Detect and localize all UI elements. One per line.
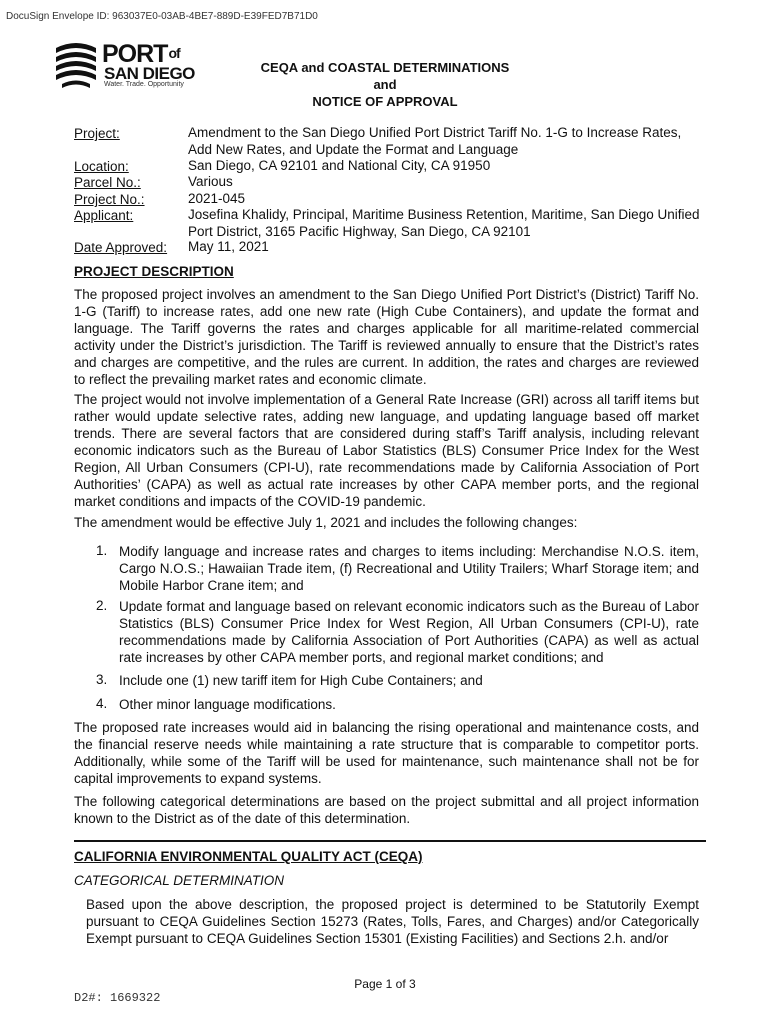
- waves-logo-icon: [52, 40, 100, 90]
- project-number-value: 2021-045: [188, 191, 246, 206]
- description-paragraph-1: The proposed project involves an amendment to the San Diego Unified Port District’s (District) Tariff No. 1-G (Tariff) to increase rates, add one new rate (High Cube Containers), and update the format and language. The Tariff governs the rates and charges applicable for all maritime-related commercial activity under the District’s jurisdiction. The Tariff is reviewed annually to ensure that the District’s rates and charges are competitive, and the rules are current. In addition, the rates and charges are reviewed to reflect the prevailing market rates and economic climate.: [74, 287, 699, 387]
- logo-of-text: of: [168, 45, 180, 61]
- description-paragraph-4: The proposed rate increases would aid in balancing the rising operational and maintenance costs, and the financial reserve needs while maintaining a rate structure that is comparable to competitor ports. Additionally, while some of the Tariff will be used for maintenance, such maintenance shall not be for capital improvements to expand systems.: [74, 720, 699, 786]
- date-approved-value: May 11, 2021: [188, 239, 269, 254]
- title-line-1: CEQA and COASTAL DETERMINATIONS: [260, 60, 510, 75]
- ceqa-heading: CALIFORNIA ENVIRONMENTAL QUALITY ACT (CEQA): [74, 849, 423, 864]
- project-label: Project:: [74, 126, 120, 141]
- logo-port-text: PORT: [102, 40, 168, 68]
- project-number-label: Project No.:: [74, 192, 145, 207]
- parcel-value: Various: [188, 174, 233, 189]
- logo-san-diego-text: SAN DIEGO: [104, 64, 195, 83]
- list-item-1-number: 1.: [96, 543, 108, 558]
- list-item-4-number: 4.: [96, 696, 108, 711]
- list-item-3-text: Include one (1) new tariff item for High Cube Containers; and: [119, 673, 483, 688]
- applicant-label: Applicant:: [74, 208, 134, 223]
- description-paragraph-2: The project would not involve implementation of a General Rate Increase (GRI) across all tariff items but rather would update selective rates, adding new language, and updating language based off market trends. There are several factors that are considered during staff’s Tariff analysis, including relevant economic indicators such as the Bureau of Labor Statistics (BLS) Consumer Price Index for the West Region, All Urban Consumers (CPI-U), rate recommendations made by California Association of Port Authorities’ (CAPA) as well as actual rate increases by other CAPA member ports, and the regional market conditions and impacts of the COVID-19 pandemic.: [74, 392, 699, 509]
- title-line-3: NOTICE OF APPROVAL: [312, 94, 458, 109]
- project-value: Amendment to the San Diego Unified Port District Tariff No. 1-G to Increase Rates, Add New Rates, and Update the Format and Language: [188, 125, 682, 157]
- title-line-2: and: [373, 77, 397, 92]
- project-description-heading: PROJECT DESCRIPTION: [74, 264, 234, 279]
- location-value: San Diego, CA 92101 and National City, CA 91950: [188, 158, 491, 173]
- location-label: Location:: [74, 159, 129, 174]
- list-item-3-number: 3.: [96, 672, 108, 687]
- list-item-2-text: Update format and language based on relevant economic indicators such as the Bureau of Labor Statistics (BLS) Consumer Price Index for West Region, All Urban Consumers (CPI-U), rate recommendations made by California Association of Port Authorities (CAPA) as well as actual rate increases by other CAPA member ports, and regional market conditions; and: [119, 599, 699, 665]
- description-paragraph-5: The following categorical determinations are based on the project submittal and all project information known to the District as of the date of this determination.: [74, 794, 699, 826]
- description-paragraph-3: The amendment would be effective July 1, 2021 and includes the following changes:: [74, 515, 578, 530]
- list-item-1-text: Modify language and increase rates and charges to items including: Merchandise N.O.S. item, Cargo N.O.S.; Hawaiian Trade item, (f) Recreational and Utility Trailers; Wharf Storage item; and Mobile Harbor Crane item; and: [119, 544, 699, 593]
- section-divider: [74, 840, 706, 842]
- ceqa-paragraph-1: Based upon the above description, the proposed project is determined to be Statutorily Exempt pursuant to CEQA Guidelines Section 15273 (Rates, Tolls, Fares, and Charges) and/or Categorically Exempt pursuant to CEQA Guidelines Section 15301 (Existing Facilities) and Sections 2.h. and/or: [86, 897, 699, 946]
- parcel-label: Parcel No.:: [74, 175, 141, 190]
- port-of-san-diego-logo: [52, 40, 212, 90]
- docusign-envelope-id: DocuSign Envelope ID: 963037E0-03AB-4BE7-889D-E39FED7B71D0: [6, 11, 318, 22]
- page-number: Page 1 of 3: [354, 977, 416, 991]
- categorical-determination-subheading: CATEGORICAL DETERMINATION: [74, 873, 285, 888]
- logo-tagline: Water. Trade. Opportunity: [104, 81, 184, 88]
- list-item-4-text: Other minor language modifications.: [119, 697, 336, 712]
- document-id: D2#: 1669322: [74, 991, 161, 1005]
- date-approved-label: Date Approved:: [74, 240, 168, 255]
- list-item-2-number: 2.: [96, 598, 108, 613]
- applicant-value: Josefina Khalidy, Principal, Maritime Business Retention, Maritime, San Diego Unified Port District, 3165 Pacific Highway, San Diego, CA 92101: [188, 207, 700, 239]
